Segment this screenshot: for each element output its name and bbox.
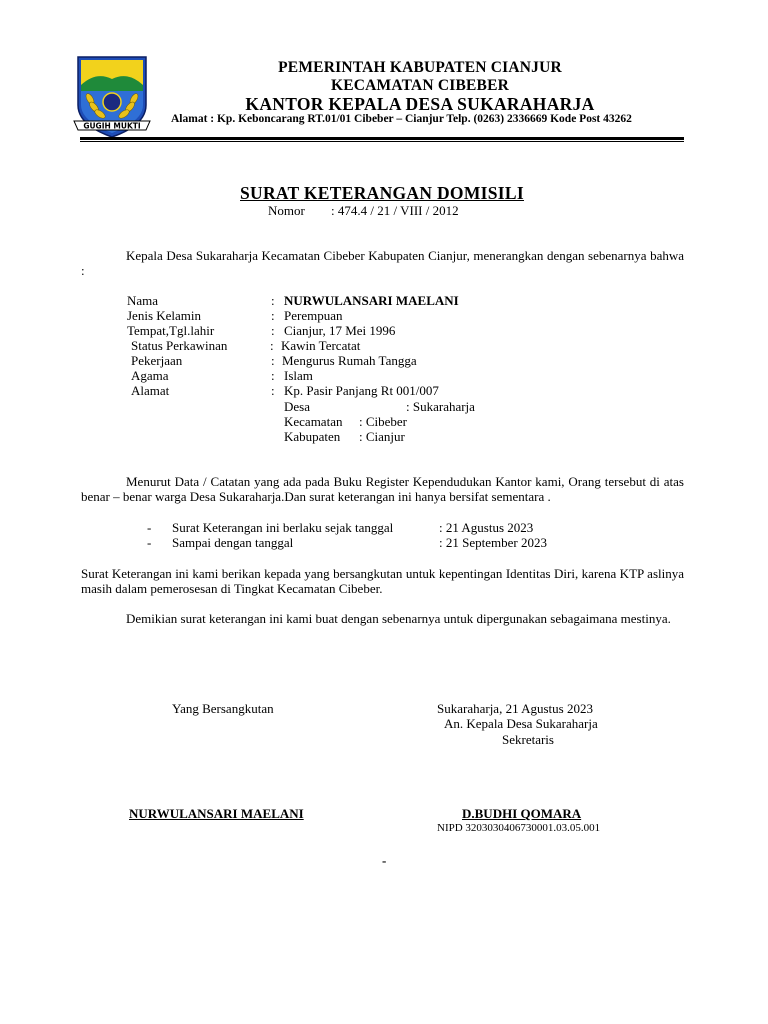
field-value-desa: : Sukaraharja xyxy=(406,399,475,414)
nomor-value: : 474.4 / 21 / VIII / 2012 xyxy=(331,203,459,218)
signature-place-date: Sukaraharja, 21 Agustus 2023 xyxy=(437,701,593,716)
signature-right-nipd: NIPD 3203030406730001.03.05.001 xyxy=(437,822,601,834)
field-label-kecamatan: Kecamatan xyxy=(284,414,343,429)
field-label-ttl: Tempat,Tgl.lahir xyxy=(127,323,215,338)
field-label-kabupaten: Kabupaten xyxy=(284,429,341,444)
signature-left-name: NURWULANSARI MAELANI xyxy=(129,806,304,821)
intro-paragraph: Kepala Desa Sukaraharja Kecamatan Cibeber Kabupaten Cianjur, menerangkan dengan sebenarnya bahwa : xyxy=(81,248,684,279)
field-value-ttl: Cianjur, 17 Mei 1996 xyxy=(284,323,396,338)
field-colon: : xyxy=(271,293,275,308)
cianjur-emblem-logo xyxy=(70,55,154,139)
svg-text:GUGIH MUKTI: GUGIH MUKTI xyxy=(83,121,141,131)
purpose-paragraph: Surat Keterangan ini kami berikan kepada yang bersangkutan untuk kepentingan Identitas Diri, karena KTP aslinya masih dalam pemerosesan di Tingkat Kecamatan Cibeber. xyxy=(81,566,684,597)
header-office-name: KANTOR KEPALA DESA SUKARAHARJA xyxy=(245,94,595,114)
field-value-nama: NURWULANSARI MAELANI xyxy=(284,293,459,308)
field-label-jenis-kelamin: Jenis Kelamin xyxy=(127,308,202,323)
field-colon: : xyxy=(271,323,275,338)
statement-paragraph: Menurut Data / Catatan yang ada pada Buku Register Kependudukan Kantor kami, Orang tersebut di atas benar – benar warga Desa Sukaraharja.Dan surat keterangan ini hanya bersifat sementara . xyxy=(81,474,684,505)
field-label-nama: Nama xyxy=(127,293,159,308)
field-value-alamat: Kp. Pasir Panjang Rt 001/007 xyxy=(284,383,439,398)
field-colon: : xyxy=(271,368,275,383)
signature-left-role: Yang Bersangkutan xyxy=(172,701,274,716)
validity-end-label: Sampai dengan tanggal xyxy=(172,535,294,550)
validity-start-label: Surat Keterangan ini berlaku sejak tanggal xyxy=(172,520,394,535)
field-colon: : xyxy=(271,383,275,398)
field-value-pekerjaan: Mengurus Rumah Tangga xyxy=(282,353,417,368)
signature-right-title: Sekretaris xyxy=(502,732,554,747)
field-label-agama: Agama xyxy=(131,368,169,383)
closing-paragraph: Demikian surat keterangan ini kami buat dengan sebenarnya untuk dipergunakan sebagaimana mestinya. xyxy=(126,611,671,626)
header-line-2: KECAMATAN CIBEBER xyxy=(330,77,510,94)
field-value-jenis-kelamin: Perempuan xyxy=(284,308,343,323)
signature-right-role: An. Kepala Desa Sukaraharja xyxy=(444,716,598,731)
field-label-alamat: Alamat xyxy=(131,383,170,398)
validity-start-value: : 21 Agustus 2023 xyxy=(439,520,534,535)
field-label-status: Status Perkawinan xyxy=(131,338,228,353)
header-divider-thin xyxy=(80,141,684,142)
validity-dash: - xyxy=(147,535,152,550)
field-value-status: Kawin Tercatat xyxy=(281,338,361,353)
footer-mark: - xyxy=(382,853,387,868)
field-value-kabupaten: : Cianjur xyxy=(359,429,405,444)
validity-dash: - xyxy=(147,520,152,535)
header-address: Alamat : Kp. Keboncarang RT.01/01 Cibeber – Cianjur Telp. (0263) 2336669 Kode Post 43262 xyxy=(171,113,632,125)
field-value-kecamatan: : Cibeber xyxy=(359,414,408,429)
field-colon: : xyxy=(271,353,275,368)
field-value-agama: Islam xyxy=(284,368,313,383)
signature-right-name: D.BUDHI QOMARA xyxy=(462,806,582,821)
nomor-label: Nomor xyxy=(268,203,305,218)
validity-end-value: : 21 September 2023 xyxy=(439,535,547,550)
header-line-1: PEMERINTAH KABUPATEN CIANJUR xyxy=(278,59,562,76)
header-divider-thick xyxy=(80,137,684,140)
field-colon: : xyxy=(271,308,275,323)
field-label-pekerjaan: Pekerjaan xyxy=(131,353,183,368)
field-label-desa: Desa xyxy=(284,399,310,414)
document-title: SURAT KETERANGAN DOMISILI xyxy=(240,183,524,203)
field-colon: : xyxy=(270,338,274,353)
